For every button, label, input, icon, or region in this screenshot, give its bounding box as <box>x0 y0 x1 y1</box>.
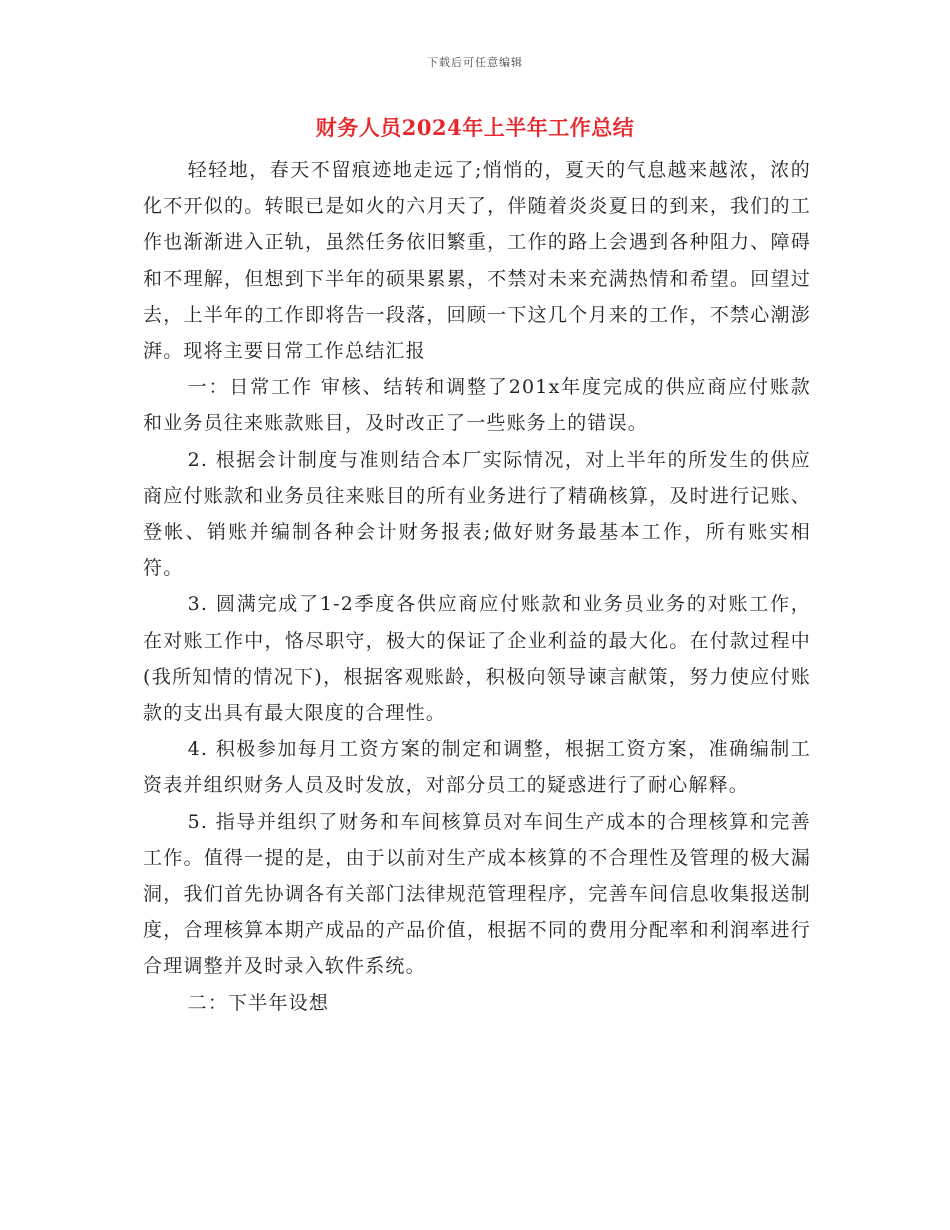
paragraph-item-4: 4. 积极参加每月工资方案的制定和调整，根据工资方案，准确编制工资表并组织财务人员及时发放，对部分员工的疑惑进行了耐心解释。 <box>143 738 811 797</box>
paragraph-intro: 轻轻地，春天不留痕迹地走远了;悄悄的，夏天的气息越来越浓，浓的化不开似的。转眼已是如火的六月天了，伴随着炎炎夏日的到来，我们的工作也渐渐进入正轨，虽然任务依旧繁重，工作的路上会遇到各种阻力、障碍和不理解，但想到下半年的硕果累累，不禁对未来充满热情和希望。回望过去，上半年的工作即将告一段落，回顾一下这几个月来的工作，不禁心潮澎湃。现将主要日常工作总结汇报 <box>143 159 811 363</box>
document-body <box>143 152 811 1021</box>
paragraph-item-2: 2. 根据会计制度与准则结合本厂实际情况，对上半年的所发生的供应商应付账款和业务员往来账目的所有业务进行了精确核算，及时进行记账、登帐、销账并编制各种会计财务报表;做好财务最基本工作，所有账实相符。 <box>143 448 811 580</box>
paragraph-item-3: 3. 圆满完成了1-2季度各供应商应付账款和业务员业务的对账工作，在对账工作中，恪尽职守，极大的保证了企业利益的最大化。在付款过程中(我所知情的情况下)，根据客观账龄，积极向领导谏言献策，努力使应付账款的支出具有最大限度的合理性。 <box>143 593 811 725</box>
document-title: 财务人员2024年上半年工作总结 <box>315 115 635 140</box>
paragraph-section-2: 二：下半年设想 <box>187 991 330 1014</box>
paragraph-section-1: 一：日常工作 审核、结转和调整了201x年度完成的供应商应付账款和业务员往来账款账目，及时改正了一些账务上的错误。 <box>143 376 811 435</box>
paragraph-item-5: 5. 指导并组织了财务和车间核算员对车间生产成本的合理核算和完善工作。值得一提的是，由于以前对生产成本核算的不合理性及管理的极大漏洞，我们首先协调各有关部门法律规范管理程序，完善车间信息收集报送制度，合理核算本期产成品的产品价值，根据不同的费用分配率和利润率进行合理调整并及时录入软件系统。 <box>143 810 811 978</box>
header-note: 下载后可任意编辑 <box>427 56 523 69</box>
